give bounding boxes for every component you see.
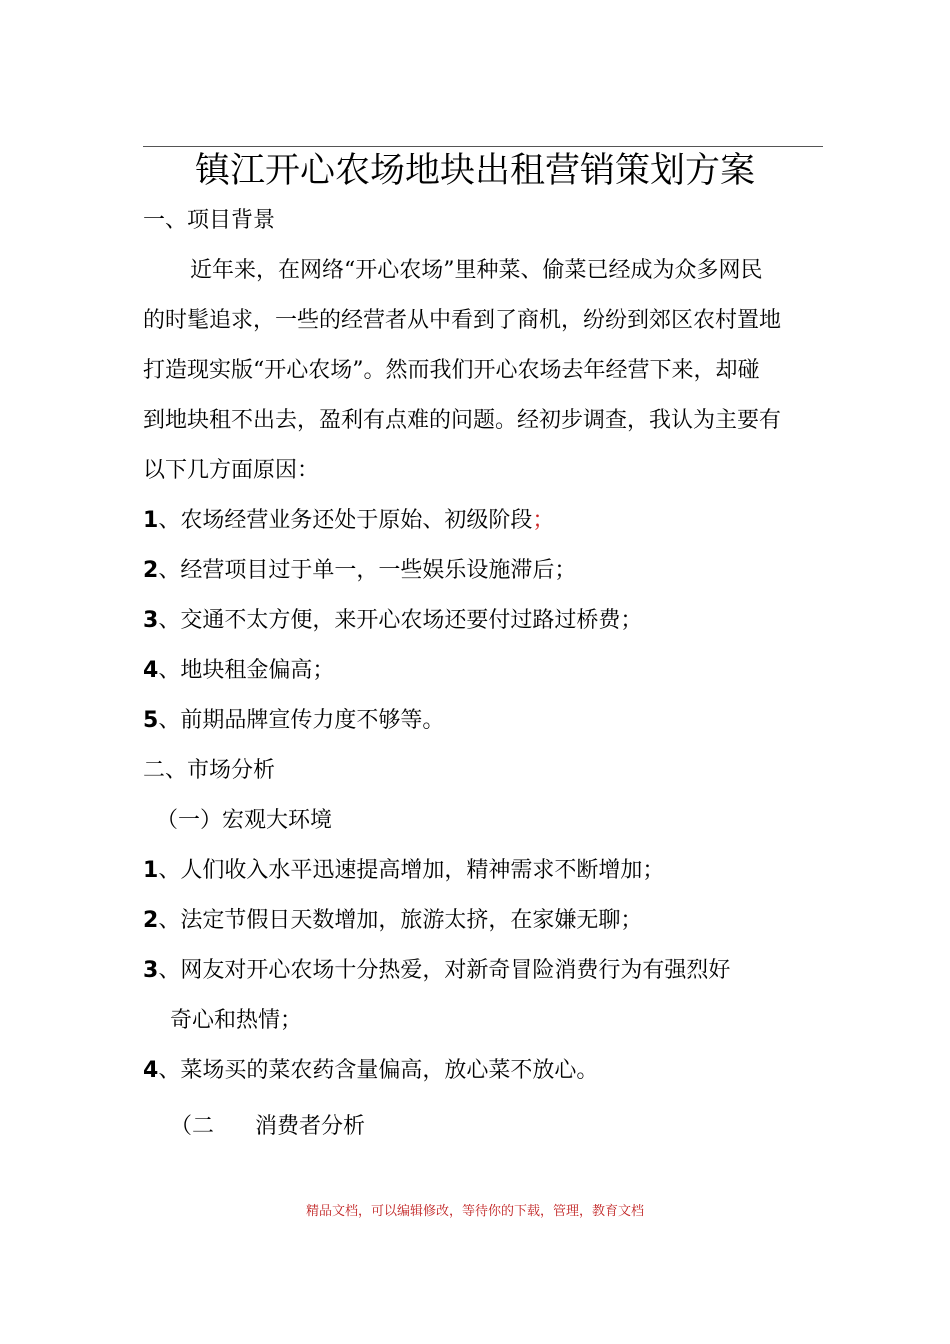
- reason-item: [143, 656, 334, 686]
- macro-number: 4: [143, 1058, 159, 1083]
- section-heading-market: 二、市场分析: [143, 758, 276, 783]
- subsection-heading-consumer-label: 消费者分析: [255, 1114, 366, 1139]
- reason-text: 、交通不太方便，来开心农场还要付过路过桥费；: [158, 608, 643, 633]
- macro-text: 、菜场买的菜农药含量偏高，放心菜不放心。: [158, 1058, 599, 1083]
- macro-item: [143, 906, 642, 936]
- macro-item: [143, 1056, 598, 1086]
- reason-item: [143, 706, 444, 736]
- reason-number: 4: [143, 658, 159, 683]
- macro-text: 、人们收入水平迅速提高增加，精神需求不断增加；: [158, 858, 665, 883]
- document-title: 镇江开心农场地块出租营销策划方案: [194, 151, 755, 191]
- section-heading-background: 一、项目背景: [143, 208, 276, 233]
- macro-item: [143, 856, 664, 886]
- reason-text: 、农场经营业务还处于原始、初级阶段: [158, 508, 533, 533]
- paragraph-line: 打造现实版“开心农场”。然而我们开心农场去年经营下来，却碰: [143, 358, 760, 383]
- reason-number: 2: [143, 558, 159, 583]
- header-rule: [143, 146, 823, 147]
- footer-note: 精品文档，可以编辑修改，等待你的下载，管理，教育文档: [305, 1204, 644, 1219]
- macro-number: 1: [143, 858, 159, 883]
- macro-number: 3: [143, 958, 159, 983]
- reason-text: 、经营项目过于单一，一些娱乐设施滞后；: [158, 558, 577, 583]
- reason-item: [143, 556, 576, 586]
- reason-tail: ；: [532, 508, 555, 533]
- macro-text: 、法定节假日天数增加，旅游太挤，在家嫌无聊；: [158, 908, 643, 933]
- reason-item: [143, 606, 642, 636]
- paragraph-line: 近年来，在网络“开心农场”里种菜、偷菜已经成为众多网民: [190, 258, 763, 283]
- reason-text: 、地块租金偏高；: [158, 658, 335, 683]
- reason-text: 、前期品牌宣传力度不够等。: [158, 708, 445, 733]
- paragraph-line: 的时髦追求，一些的经营者从中看到了商机，纷纷到郊区农村置地: [143, 308, 782, 333]
- macro-number: 2: [143, 908, 159, 933]
- subsection-heading-macro: （一）宏观大环境: [156, 808, 333, 833]
- reason-number: 3: [143, 608, 159, 633]
- paragraph-line: 以下几方面原因：: [143, 458, 320, 483]
- paragraph-line: 到地块租不出去，盈利有点难的问题。经初步调查，我认为主要有: [143, 408, 782, 433]
- reason-item: [143, 506, 554, 536]
- macro-item: [143, 956, 730, 986]
- macro-item-continuation: 奇心和热情；: [170, 1008, 303, 1033]
- reason-number: 5: [143, 708, 159, 733]
- reason-number: 1: [143, 508, 159, 533]
- subsection-heading-consumer-open: （二: [170, 1114, 215, 1139]
- macro-text: 、网友对开心农场十分热爱，对新奇冒险消费行为有强烈好: [158, 958, 731, 983]
